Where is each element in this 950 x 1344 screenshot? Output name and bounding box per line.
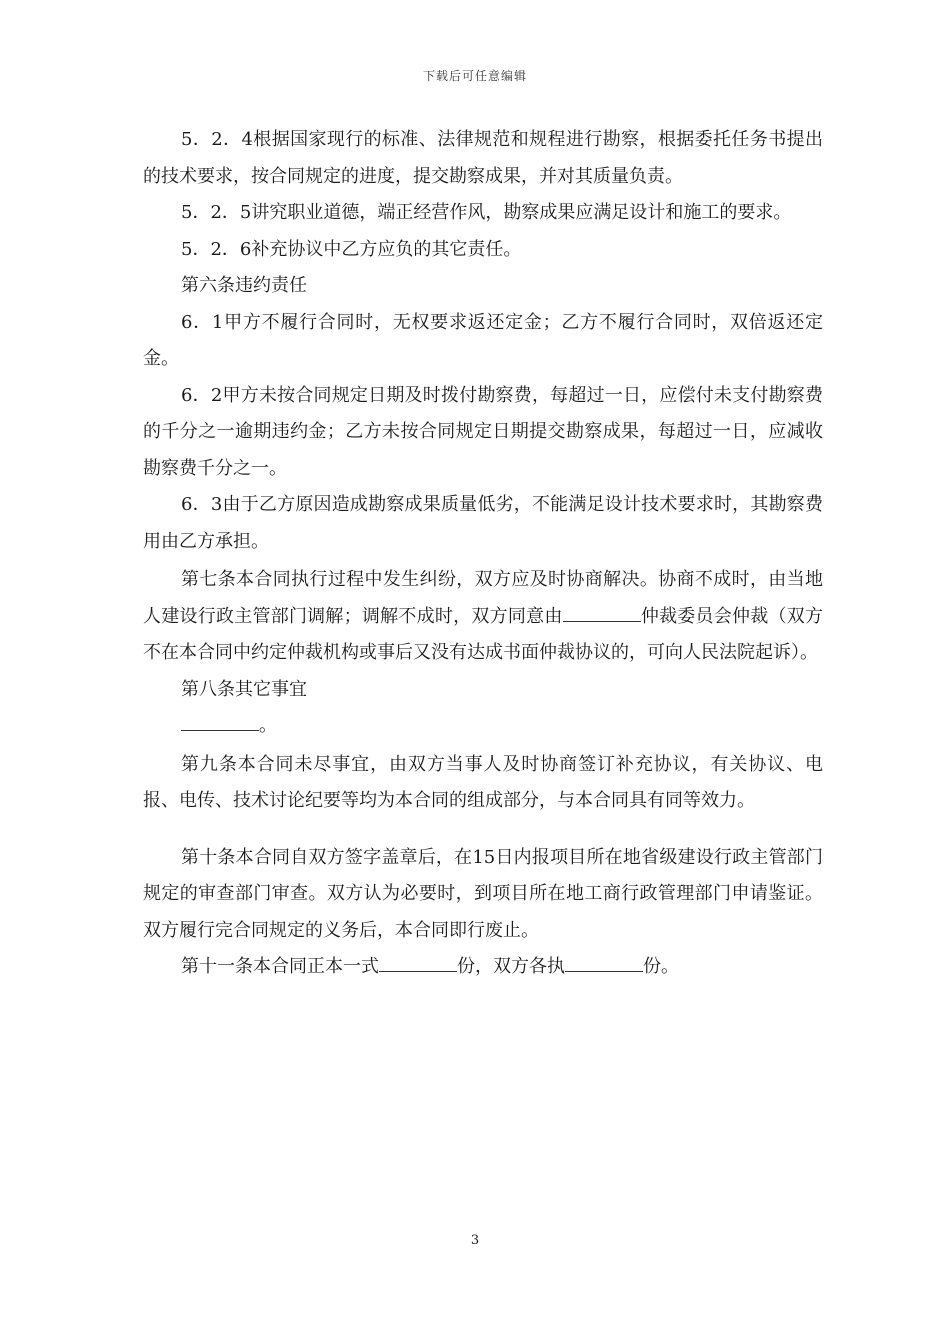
copies-total-blank <box>379 957 457 972</box>
clause-6-2: 6．2甲方未按合同规定日期及时拨付勘察费，每超过一日，应偿付未支付勘察费的千分之一逾期违约金；乙方未按合同规定日期提交勘察成果，每超过一日，应减收勘察费千分之一。 <box>143 384 823 479</box>
article-10: 第十条本合同自双方签字盖章后，在15日内报项目所在地省级建设行政主管部门规定的审查部门审查。双方认为必要时，到项目所在地工商行政管理部门申请鉴证。双方履行完合同规定的义务后，本合同即行废止。 <box>143 846 823 941</box>
article-6-heading: 第六条违约责任 <box>181 275 307 296</box>
clause-6-1: 6．1甲方不履行合同时，无权要求返还定金；乙方不履行合同时，双倍返还定金。 <box>143 311 823 369</box>
article-8-heading: 第八条其它事宜 <box>181 678 307 700</box>
article-11-text-c: 份。 <box>643 956 679 977</box>
clause-5-2-6: 5．2．6补充协议中乙方应负的其它责任。 <box>181 238 522 260</box>
copies-each-blank <box>565 957 643 972</box>
article-7-text-b: 仲裁委员会仲裁（双方不在本合同中约定仲裁机构或事后又没有达成书面仲裁协议的，可向人民法院起诉）。 <box>143 605 824 663</box>
article-11 <box>143 949 823 986</box>
page-number: 3 <box>470 1233 480 1248</box>
article-8-content <box>143 708 823 745</box>
page-header: 下载后可任意编辑 <box>422 69 527 83</box>
article-7-text-a: 第七条本合同执行过程中发生纠纷，双方应及时协商解决。协商不成时，由当地人建设行政主管部门调解；调解不成时，双方同意由 <box>143 569 823 627</box>
article-11-text-b: 份，双方各执 <box>457 956 565 977</box>
clause-5-2-5: 5．2．5讲究职业道德，端正经营作风，勘察成果应满足设计和施工的要求。 <box>181 202 792 223</box>
article-9: 第九条本合同未尽事宜，由双方当事人及时协商签订补充协议，有关协议、电报、电传、技术讨论纪要等均为本合同的组成部分，与本合同具有同等效力。 <box>143 753 823 811</box>
document-body <box>143 122 823 986</box>
arbitration-committee-blank <box>563 607 641 622</box>
article-11-text-a: 第十一条本合同正本一式 <box>181 956 379 977</box>
clause-5-2-4: 5．2．4根据国家现行的标准、法律规范和规程进行勘察，根据委托任务书提出的技术要求，按合同规定的进度，提交勘察成果，并对其质量负责。 <box>143 129 823 187</box>
other-matters-blank <box>181 716 259 731</box>
clause-6-3: 6．3由于乙方原因造成勘察成果质量低劣，不能满足设计技术要求时，其勘察费用由乙方承担。 <box>143 494 823 552</box>
article-8-period: 。 <box>259 715 277 736</box>
article-7 <box>143 562 823 672</box>
